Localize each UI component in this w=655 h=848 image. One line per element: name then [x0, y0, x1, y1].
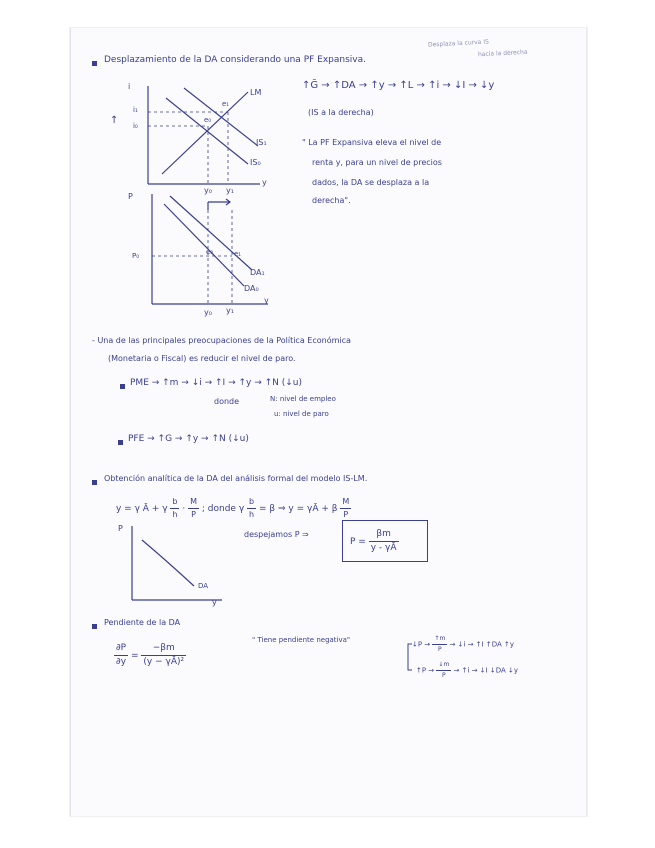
islm-e1-label: e₁ [222, 100, 230, 108]
da-eq-left: y = γ Ā + γ [116, 504, 168, 514]
da-p0-label: P₀ [132, 252, 140, 260]
pme-chain: PME → ↑m → ↓i → ↑I → ↑y → ↑N (↓u) [130, 378, 303, 388]
islm-graph [110, 78, 270, 198]
m-over-p-2: $\frac{M}{P}$ [342, 497, 350, 519]
bullet-icon [118, 440, 123, 445]
section1-title: Desplazamiento de la DA considerando una PF Expansiva. [104, 55, 366, 65]
quote-line3: dados, la DA se desplaza a la [312, 178, 430, 187]
policy-intro-line2: (Monetaria o Fiscal) es reducir el nivel de paro. [108, 354, 296, 363]
section4-title: Pendiente de la DA [104, 618, 181, 627]
chain-note: (IS a la derecha) [308, 108, 374, 117]
slope-formula: $\frac{\partial P}{\partial y}$ = $\frac{-\beta m}{\text{(y − γĀ)²}}$ [116, 643, 185, 667]
negative-slope-quote: " Tiene pendiente negativa" [252, 636, 351, 644]
section3-title: Obtención analítica de la DA del análisis formal del modelo IS-LM. [104, 474, 368, 483]
b-over-h: $\frac{b}{h}$ [172, 497, 178, 519]
despejamos-text: despejamos P ⇒ [244, 530, 309, 539]
islm-x-axis-label: y [262, 178, 267, 187]
da-y-axis-label: P [128, 192, 133, 201]
islm-y0-label: y₀ [204, 186, 212, 195]
is0-label: IS₀ [250, 158, 261, 167]
islm-e0-label: e₀ [204, 116, 212, 124]
da-curve-y-axis: P [118, 524, 123, 533]
islm-y1-label: y₁ [226, 186, 234, 195]
def-n: N: nivel de empleo [270, 395, 336, 403]
m-over-p-row2: $\frac{↓m}{P}$ [438, 661, 450, 679]
da-y0-label: y₀ [204, 308, 212, 317]
donde-text: ; donde [201, 504, 236, 514]
da-e1-label: e₁ [234, 250, 242, 258]
bullet-icon [92, 624, 97, 629]
m-over-p-row1: $\frac{↑m}{P}$ [434, 635, 446, 653]
slope-fraction: $\frac{-\beta m}{\text{(y − γĀ)²}}$ [143, 643, 185, 667]
gamma-symbol: γ [238, 504, 245, 514]
da-equation: y = γ Ā + γ $\frac{b}{h}$ · $\frac{M}{P}$ ; donde γ $\frac{b}{h}$ = β ⇒ y = γĀ + β $\frac{M}{P}$ [116, 497, 350, 519]
beta-equation: = β ⇒ y = γĀ + β [259, 504, 338, 514]
da-e0-label: e₀ [206, 248, 214, 256]
result-formula [350, 528, 399, 555]
policy-intro-line1 [92, 336, 351, 345]
islm-y-axis-label: i [128, 82, 131, 91]
pf-expansion-chain: ↑Ḡ → ↑DA → ↑y → ↑L → ↑i → ↓I → ↓y [302, 80, 495, 91]
bullet-icon [120, 384, 125, 389]
up-arrow-icon: ↑ [110, 115, 119, 126]
da-curve-label: DA [198, 582, 209, 590]
policy-intro-text1: Una de las principales preocupaciones de la Política Económica [97, 336, 351, 345]
b-over-h-2: $\frac{b}{h}$ [249, 497, 255, 519]
quote-line2: renta y, para un nivel de precios [312, 158, 442, 167]
da0-label: DA₀ [244, 284, 259, 293]
quote-line1: " La PF Expansiva eleva el nivel de [302, 138, 442, 147]
corner-note-line2: hacia la derecha [477, 48, 528, 59]
corner-note-line1: Desplaza la curva IS [427, 38, 490, 49]
dash-marker: - [92, 336, 98, 345]
pfe-chain: PFE → ↑G → ↑y → ↑N (↓u) [128, 434, 249, 444]
da-x-axis-label: y [264, 296, 269, 305]
result-p: P = [350, 537, 366, 547]
islm-i0-label: i₀ [133, 122, 138, 130]
mechanism-row1: ↓P → $\frac{↑m}{P}$ → ↓i → ↑I ↑DA ↑y [412, 635, 515, 653]
islm-i1-label: i₁ [133, 106, 138, 114]
da-y1-label: y₁ [226, 306, 234, 315]
lm-label: LM [250, 88, 262, 97]
da1-label: DA₁ [250, 268, 265, 277]
result-fraction: $\frac{\beta m}{y - \gamma Ā}$ [370, 529, 397, 553]
bullet-icon [92, 480, 97, 485]
def-u: u: nivel de paro [274, 410, 329, 418]
donde-label: donde [214, 397, 240, 406]
dp-over-dy: $\frac{\partial P}{\partial y}$ [116, 643, 127, 667]
da-curve-x-axis: y [212, 598, 217, 607]
quote-line4: derecha". [312, 196, 351, 205]
m-over-p: $\frac{M}{P}$ [190, 497, 198, 519]
mechanism-row2: ↑P → $\frac{↓m}{P}$ → ↑i → ↓I ↓DA ↓y [416, 661, 519, 679]
bullet-icon [92, 61, 97, 66]
is1-label: IS₁ [256, 138, 267, 147]
